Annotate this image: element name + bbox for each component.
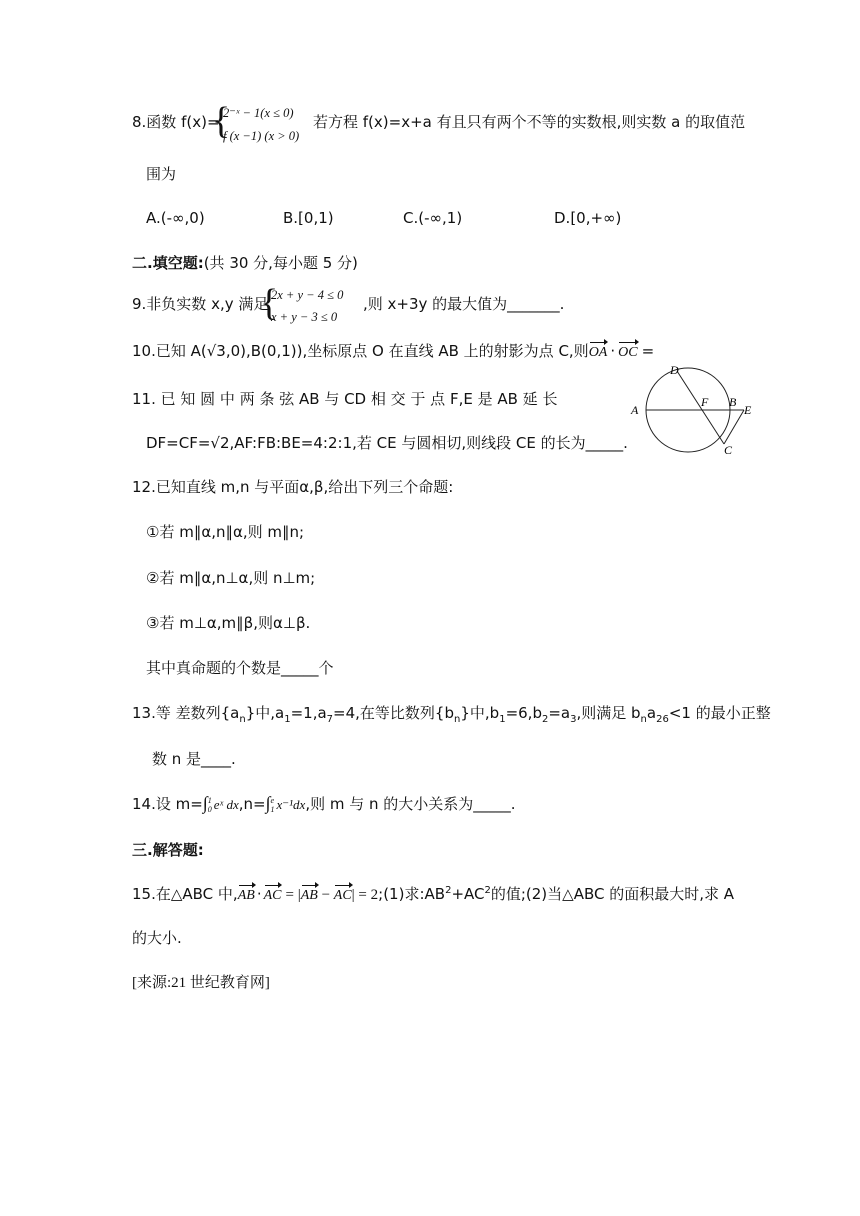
q13-t9: a	[646, 704, 657, 722]
q15-eq: = |	[285, 887, 301, 903]
section2-note: (共 30 分,每小题 5 分)	[203, 254, 358, 272]
section2-heading	[132, 253, 358, 273]
figure-label-e: E	[744, 403, 752, 417]
q8-choice-a: A.(-∞,0)	[146, 209, 205, 227]
q14-int2-lower: 1	[270, 804, 275, 814]
q13-s6: 2	[541, 714, 549, 725]
q14-int2-body: x⁻¹dx	[276, 797, 306, 812]
q13-s1: n	[239, 714, 246, 725]
q13-t3: =1,a	[290, 704, 327, 722]
q13-t2: }中,a	[245, 704, 285, 722]
q13-s8: n	[640, 714, 647, 725]
figure-label-f: F	[701, 395, 709, 409]
q12-item-1: ①若 m∥α,n∥α,则 m∥n;	[146, 523, 305, 541]
q14-int1-upper: 1	[207, 795, 212, 805]
q15-vector-ab: AB	[238, 886, 255, 906]
q8-suffix: 若方程 f(x)=x+a 有且只有两个不等的实数根,则实数 a 的取值范	[313, 113, 746, 131]
q15-vector-ac: AC	[264, 886, 282, 906]
figure-label-b: B	[729, 395, 737, 409]
q8-piece2: f (x −1) (x > 0)	[223, 129, 300, 143]
q13-s5: 1	[499, 714, 506, 725]
q13-s3: 7	[326, 714, 334, 725]
q13-t10: <1 的最小正整	[668, 704, 771, 722]
q13-t8: ,则满足 b	[576, 704, 641, 722]
q15-vector-ac-2: AC	[334, 886, 352, 906]
q11-line1: 11. 已 知 圆 中 两 条 弦 AB 与 CD 相 交 于 点 F,E 是 AB 延 长	[132, 390, 558, 408]
q13-line1	[132, 703, 771, 730]
q13-continuation: 数 n 是____.	[152, 750, 236, 768]
q8-prefix: 8.函数 f(x)=	[132, 113, 220, 131]
q13-t7: =a	[548, 704, 571, 722]
figure-label-d: D	[670, 364, 679, 377]
q13-t4: =4,在等比数列{b	[333, 704, 454, 722]
q9-suffix: ,则 x+3y 的最大值为_______.	[363, 295, 565, 313]
q14-int1-limits	[208, 796, 212, 814]
figure-tangent-ce	[724, 410, 744, 444]
q11-line2: DF=CF=√2,AF:FB:BE=4:2:1,若 CE 与圆相切,则线段 CE 的长为_____.	[146, 434, 628, 452]
section2-title: 二.填空题:	[132, 254, 204, 272]
q13-s4: n	[454, 714, 461, 725]
q13-s9: 26	[656, 714, 669, 725]
q12-item-3: ③若 m⊥α,m∥β,则α⊥β.	[146, 614, 311, 632]
q15-sup2: 2	[484, 885, 491, 896]
q10-vector-oa: OA	[589, 343, 608, 363]
q15-part2: +AC	[451, 885, 485, 903]
q8-choice-d: D.[0,+∞)	[554, 209, 622, 227]
q14-int1-body: eˣ dx	[213, 797, 239, 812]
q11-circle-figure	[630, 364, 760, 456]
q15-sup1: 2	[445, 885, 452, 896]
q10-tail: =	[641, 342, 655, 360]
q15-dot: ·	[256, 885, 262, 903]
section3-title: 三.解答题:	[132, 841, 204, 859]
figure-label-a: A	[631, 403, 639, 417]
q13-t1: 13.等 差数列{a	[132, 704, 240, 722]
q9-brace: {	[260, 282, 279, 324]
q12-item-2: ②若 m∥α,n⊥α,则 n⊥m;	[146, 569, 316, 587]
q10-vector-oc: OC	[618, 343, 637, 363]
q9-piece1: 2x + y − 4 ≤ 0	[271, 288, 344, 302]
q10-prefix: 10.已知 A(√3,0),B(0,1)),坐标原点 O 在直线 AB 上的射影为点 C,则	[132, 342, 589, 360]
q13-t5: }中,b	[460, 704, 500, 722]
q15-part1: ;(1)求:AB	[378, 885, 446, 903]
q9-prefix: 9.非负实数 x,y 满足	[132, 295, 269, 313]
q14-prefix: 14.设 m=	[132, 795, 203, 813]
q14-int2-upper: e	[270, 795, 275, 805]
q12-stem: 12.已知直线 m,n 与平面α,β,给出下列三个命题:	[132, 478, 454, 496]
source-note: [来源:21 世纪教育网]	[132, 975, 270, 991]
q15-continuation: 的大小.	[132, 929, 182, 947]
q13-s2: 1	[284, 714, 291, 725]
figure-label-c: C	[724, 443, 733, 456]
q15-prefix: 15.在△ABC 中,	[132, 885, 238, 903]
q15-tail: | = 2	[351, 887, 379, 903]
q10-dot: ·	[610, 342, 616, 360]
q12-ask: 其中真命题的个数是_____个	[146, 659, 334, 677]
q10-line	[132, 341, 654, 363]
q14-int1-lower: 0	[207, 804, 212, 814]
q14-mid: ,n=	[238, 795, 266, 813]
q13-s7: 3	[570, 714, 577, 725]
q8-choice-c: C.(-∞,1)	[403, 209, 463, 227]
q14-line	[132, 793, 516, 815]
q9-piece2: x + y − 3 ≤ 0	[271, 310, 338, 324]
q14-suffix: ,则 m 与 n 的大小关系为_____.	[305, 795, 516, 813]
q8-continuation: 围为	[146, 165, 177, 183]
integral-icon: ∫	[202, 793, 208, 813]
q8-brace: {	[212, 100, 231, 142]
q14-int2-limits	[271, 796, 275, 814]
integral-icon: ∫	[265, 793, 271, 813]
q15-part3: 的值;(2)当△ABC 的面积最大时,求 A	[490, 885, 735, 903]
q8-piece1: 2⁻ˣ − 1(x ≤ 0)	[223, 106, 294, 120]
q13-t6: =6,b	[505, 704, 542, 722]
q15-line1	[132, 881, 734, 906]
q15-vector-ab-2: AB	[301, 886, 318, 906]
q8-choice-b: B.[0,1)	[283, 209, 334, 227]
q15-minus: −	[317, 887, 334, 903]
